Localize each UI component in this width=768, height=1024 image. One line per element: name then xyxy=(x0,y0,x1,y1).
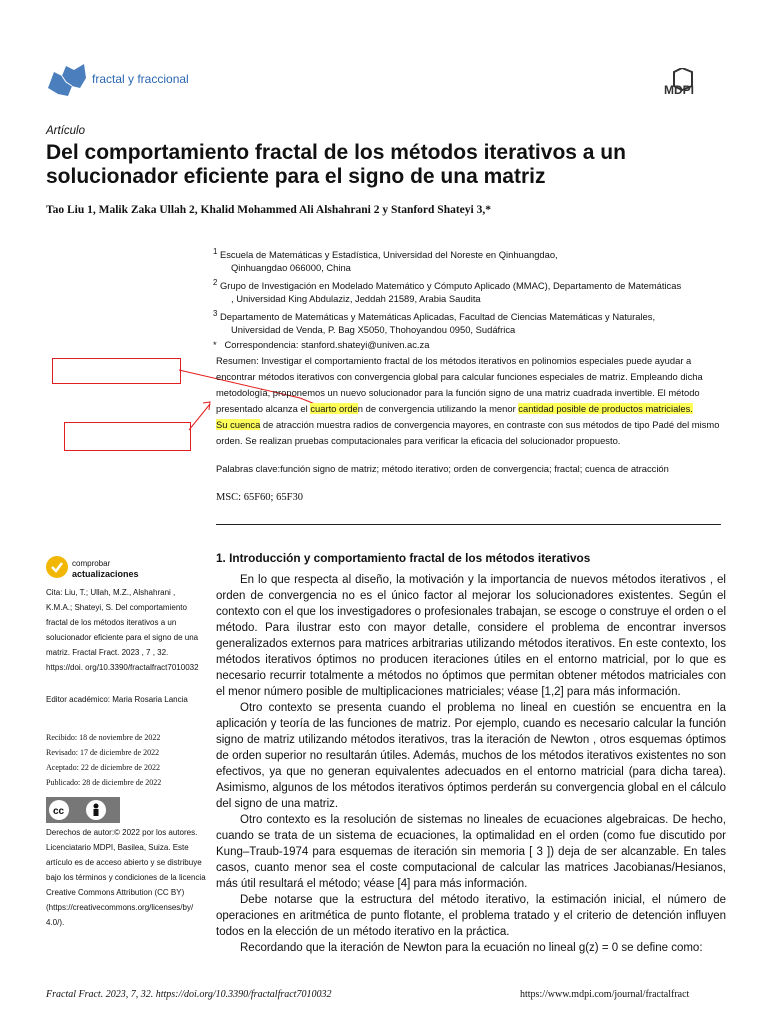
paragraph: Debe notarse que la estructura del método iterativo, la estimación inicial, el número de operaciones en aritmética de punto flotante, el problema tratado y el criterio de detención influyen todos en la elección de un método iterativo en la práctica. xyxy=(216,894,726,938)
citation-info: Cita: Liu, T.; Ullah, M.Z., Alshahrani , K.M.A.; Shateyi, S. Del comportamiento fractal de los métodos iterativos a un solucionador eficiente para el signo de una matriz. Fractal Fract. 2023 , 7 , 32. https://doi. org/10.3390/fractalfract7010032 xyxy=(46,588,199,672)
keywords: Palabras clave:función signo de matriz; método iterativo; orden de convergencia; fractal; cuenca de atracción xyxy=(216,463,669,474)
copyright: Derechos de autor:© 2022 por los autores. Licenciatario MDPI, Basilea, Suiza. Este artículo es de acceso abierto y se distribuye bajo los términos y condiciones de la licencia Creative Commons Attribution (CC BY) (https://creativecommons.org/licenses/by/ 4.0/). xyxy=(46,828,206,927)
affiliation-3: $^3$ Departamento de Matemáticas y Matemáticas Aplicadas, Facultad de Ciencias Matemáticas y Naturales, Universidad de Venda, P. Bag X5050, Thohoyandou 0950, Sudáfrica xyxy=(213,309,656,336)
check-updates-label[interactable]: comprobar actualizaciones xyxy=(72,559,139,579)
paragraph: En lo que respecta al diseño, la motivación y la importancia de nuevos métodos iterativos , el orden de convergencia no es el único factor al mejorar los solucionadores existentes. Según el contexto con el que los investigadores o profesionales trabajan, se escoge o construye el orden o el método. Para ilustrar esto con mayor detalle, considere el problema de encontrar inversos generalizados externos para matrices arbitrarias utilizando métodos iterativos. En este contexto, los métodos iterativos óptimos no producen iteraciones útiles en el entorno matricial, por lo que es necesario recurrir totalmente a métodos no óptimos que permitan obtener métodos matriciales con el menor número posible de multiplicaciones matriciales; véase [1,2] para más información. xyxy=(216,574,726,698)
article-type-label: Artículo xyxy=(46,125,85,137)
journal-name[interactable]: fractal y fraccional xyxy=(92,72,189,86)
check-updates-icon[interactable] xyxy=(46,556,68,578)
section-heading: 1. Introducción y comportamiento fractal de los métodos iterativos xyxy=(216,551,591,565)
svg-text:MDPI: MDPI xyxy=(664,83,694,97)
dates: Recibido: 18 de noviembre de 2022 Revisado: 17 de diciembre de 2022 Aceptado: 22 de diciembre de 2022 Publicado: 28 de diciembre de 2022 xyxy=(46,733,162,787)
affiliation-2: $^2$ Grupo de Investigación en Modelado Matemático y Cómputo Aplicado (MMAC), Departamento de Matemáticas , Universidad King Abdulaziz, Jeddah 21589, Arabia Saudita xyxy=(213,278,682,305)
footer-link[interactable]: https://www.mdpi.com/journal/fractalfract xyxy=(520,989,690,1000)
page-title: Del comportamiento fractal de los métodos iterativos a un solucionador eficiente para el signo de una matriz xyxy=(46,141,626,188)
paragraph: Otro contexto se presenta cuando el problema no lineal en cuestión se encuentra en la aplicación y teoría de las funciones de matriz. Por ejemplo, cuando es necesario calcular la función signo de matriz utilizando métodos iterativos, tras la iteración de Newton , otros esquemas óptimos de orden superior no resultarán útiles. Además, muchos de los métodos iterativos existentes no son efectivos, ya que no generan equivalentes adecuados en el entorno matricial (para dicha tarea). Asimismo, algunos de los métodos iterativos óptimos perderán su convergencia global en el cálculo del signo de una matriz. xyxy=(216,702,726,810)
correspondence: * Correspondencia: stanford.shateyi@univen.ac.za xyxy=(213,339,430,351)
svg-text:cc: cc xyxy=(53,806,65,817)
affiliation-1: $^1$ Escuela de Matemáticas y Estadística, Universidad del Noreste en Qinhuangdao, Qinhuangdao 066000, China xyxy=(213,247,558,274)
paragraph: Otro contexto es la resolución de sistemas no lineales de ecuaciones algebraicas. De hecho, cuando se trata de un sistema de ecuaciones, la optimalidad en el orden (como fue discutido por Kung–Traub-1974 para esquemas de iteración sin memoria [ 3 ]) deja de ser alcanzable. En tales casos, cuanto menor sea el coste computacional de calcular las matrices Jacobianas/Hesianos, más útil resultará el método; véase [4] para más información. xyxy=(216,814,726,890)
editor-info: Editor académico: Maria Rosaria Lancia xyxy=(46,695,188,704)
msc-codes: MSC: 65F60; 65F30 xyxy=(216,492,303,503)
introduction xyxy=(216,550,726,956)
highlight-1: cuarto orde xyxy=(310,403,358,414)
divider xyxy=(216,524,721,525)
footer-citation[interactable]: Fractal Fract. 2023, 7, 32. https://doi.org/10.3390/fractalfract7010032 xyxy=(46,989,332,1000)
highlight-2: cantidad posible de productos matriciales. xyxy=(518,403,693,414)
cc-by-license-icon[interactable] xyxy=(46,797,120,823)
abstract: Resumen: Investigar el comportamiento fractal de los métodos iterativos en polinomios especiales puede ayudar a encontrar métodos iterativos con convergencia global para calcular funciones especiales de matriz. Empleando dicha metodología, proponemos un nuevo solucionador para la función signo de una matriz cuadrada invertible. El método presentado alcanza el cuarto orden de convergencia utilizando la menor cantidad posible de productos matriciales. Su cuenca de atracción muestra radios de convergencia mayores, en contraste con sus métodos de tipo Padé del mismo orden. Se realizan pruebas computacionales para verificar la eficacia del solucionador propuesto. xyxy=(216,355,720,446)
highlight-3: Su cuenca xyxy=(216,419,261,430)
paragraph: Recordando que la iteración de Newton para la ecuación no lineal g(z) = 0 se define como: xyxy=(240,942,703,954)
author-list: Tao Liu 1, Malik Zaka Ullah 2, Khalid Mohammed Ali Alshahrani 2 y Stanford Shateyi 3,* xyxy=(46,204,491,216)
